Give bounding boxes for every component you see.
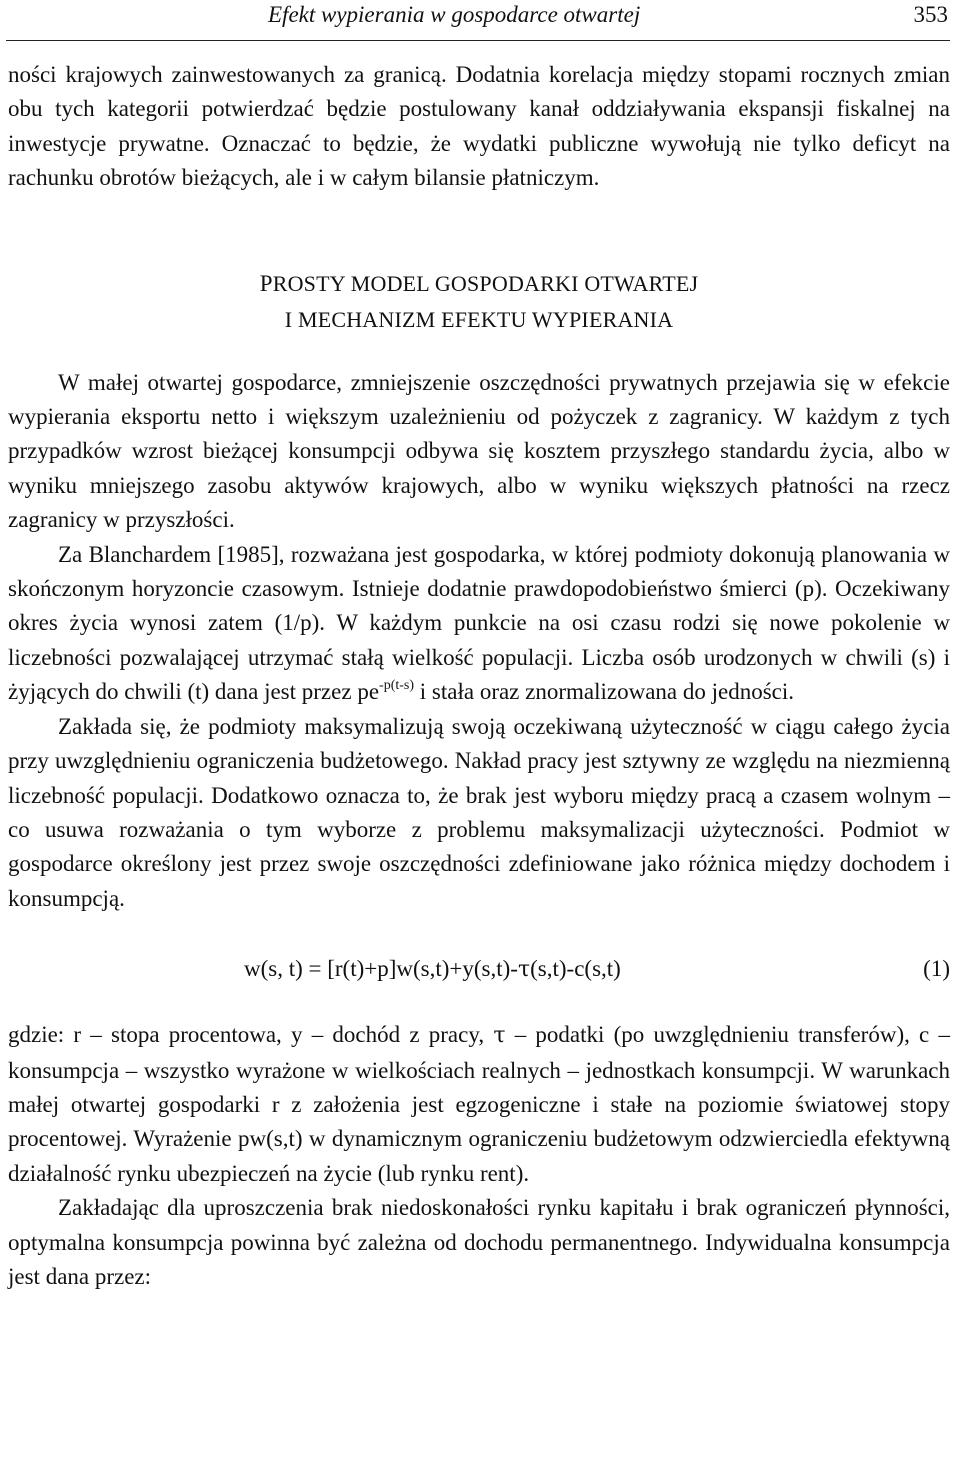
exponent: -p(t-s)	[379, 678, 415, 694]
paragraph-4-tau: τ	[493, 1023, 506, 1049]
running-header	[6, 0, 950, 41]
equation-right: (s,t)-c(s,t)	[530, 956, 621, 982]
paragraph-4-text-b: – podatki (po uwzględnieniu transferów), c – konsumpcja – wszystko wyrażone w wielkościach realnych – jednostkach konsumpcji. W warunkach małej otwartej gospodarki r z założenia jest egzogeniczne i stałe na poziomie światowej stopy procentowej. Wyrażenie pw(s,t) w dynamicznym ograniczeniu budżetowym odzwierciedla efektywną działalność rynku ubezpieczeń na życie (lub rynku rent).	[8, 1022, 950, 1186]
paragraph-4-text-a: gdzie: r – stopa procentowa, y – dochód z pracy,	[8, 1022, 494, 1048]
paragraph-5: Zakładając dla uproszczenia brak niedoskonałości rynku kapitału i brak ograniczeń płynności, optymalna konsumpcja powinna być zależna od dochodu permanentnego. Indywidualna konsumpcja jest dana przez:	[8, 1195, 950, 1289]
intro-paragraph: ności krajowych zainwestowanych za granicą. Dodatnia korelacja między stopami rocznych zmian obu tych kategorii potwierdzać będzie postulowany kanał oddziaływania ekspansji fiskalnej na inwestycje prywatne. Oznaczać to będzie, że wydatki publiczne wywołują nie tylko deficyt na rachunku obrotów bieżących, ale i w całym bilansie płatniczym.	[8, 62, 950, 191]
equation-1	[8, 952, 950, 986]
paragraph-3: Zakłada się, że podmioty maksymalizują swoją oczekiwaną użyteczność w ciągu całego życia przy uwzględnieniu ograniczenia budżetowego. Nakład pracy jest sztywny ze względu na niezmienną liczebność populacji. Dodatkowo oznacza to, że brak jest wyboru między pracą a czasem wolnym – co usuwa rozważania o tym wyborze z problemu maksymalizacji użyteczności. Podmiot w gospodarce określony jest przez swoje oszczędności zdefiniowane jako różnica między dochodem i konsumpcją.	[8, 713, 950, 911]
running-title: Efekt wypierania w gospodarce otwartej	[268, 2, 641, 27]
paragraph-2-text: Za Blanchardem [1985], rozważana jest gospodarka, w której podmioty dokonują planowania w skończonym horyzoncie czasowym. Istnieje dodatnie prawdopodobieństwo śmierci (p). Oczekiwany okres życia wynosi zatem (1/p). W każdym punkcie na osi czasu rodzi się nowe pokolenie w liczebności pozwalającej utrzymać stałą wielkość populacji. Liczba osób urodzonych w chwili (s) i żyjących do chwili (t) dana jest przez pe	[8, 541, 950, 705]
page-body	[8, 58, 950, 1294]
section-heading-line-1	[8, 266, 950, 302]
heading-line-1-rest: ROSTY MODEL GOSPODARKI OTWARTEJ	[272, 270, 699, 296]
page-number: 353	[913, 2, 948, 27]
heading-initial: P	[259, 270, 273, 296]
paragraph-2-end: i stała oraz znormalizowana do jedności.	[414, 679, 795, 705]
equation-left: w(s, t) = [r(t)+p]w(s,t)+y(s,t)-	[244, 956, 518, 982]
paragraph-4	[8, 1018, 950, 1191]
equation-number: (1)	[923, 956, 950, 982]
equation-tau: τ	[517, 957, 531, 983]
spacer	[8, 338, 950, 366]
equation-body	[244, 952, 621, 987]
section-heading-line-2: I MECHANIZM EFEKTU WYPIERANIA	[284, 306, 674, 332]
paragraph-2	[8, 538, 950, 710]
section-heading	[8, 266, 950, 338]
paragraph-1: W małej otwartej gospodarce, zmniejszenie oszczędności prywatnych przejawia się w efekcie wypierania eksportu netto i większym uzależnieniu od pożyczek z zagranicy. W każdym z tych przypadków wzrost bieżącej konsumpcji odbywa się kosztem przyszłego standardu życia, albo w wyniku mniejszego zasobu aktywów krajowych, albo w wyniku większych płatności na rzecz zagranicy w przyszłości.	[8, 369, 950, 533]
